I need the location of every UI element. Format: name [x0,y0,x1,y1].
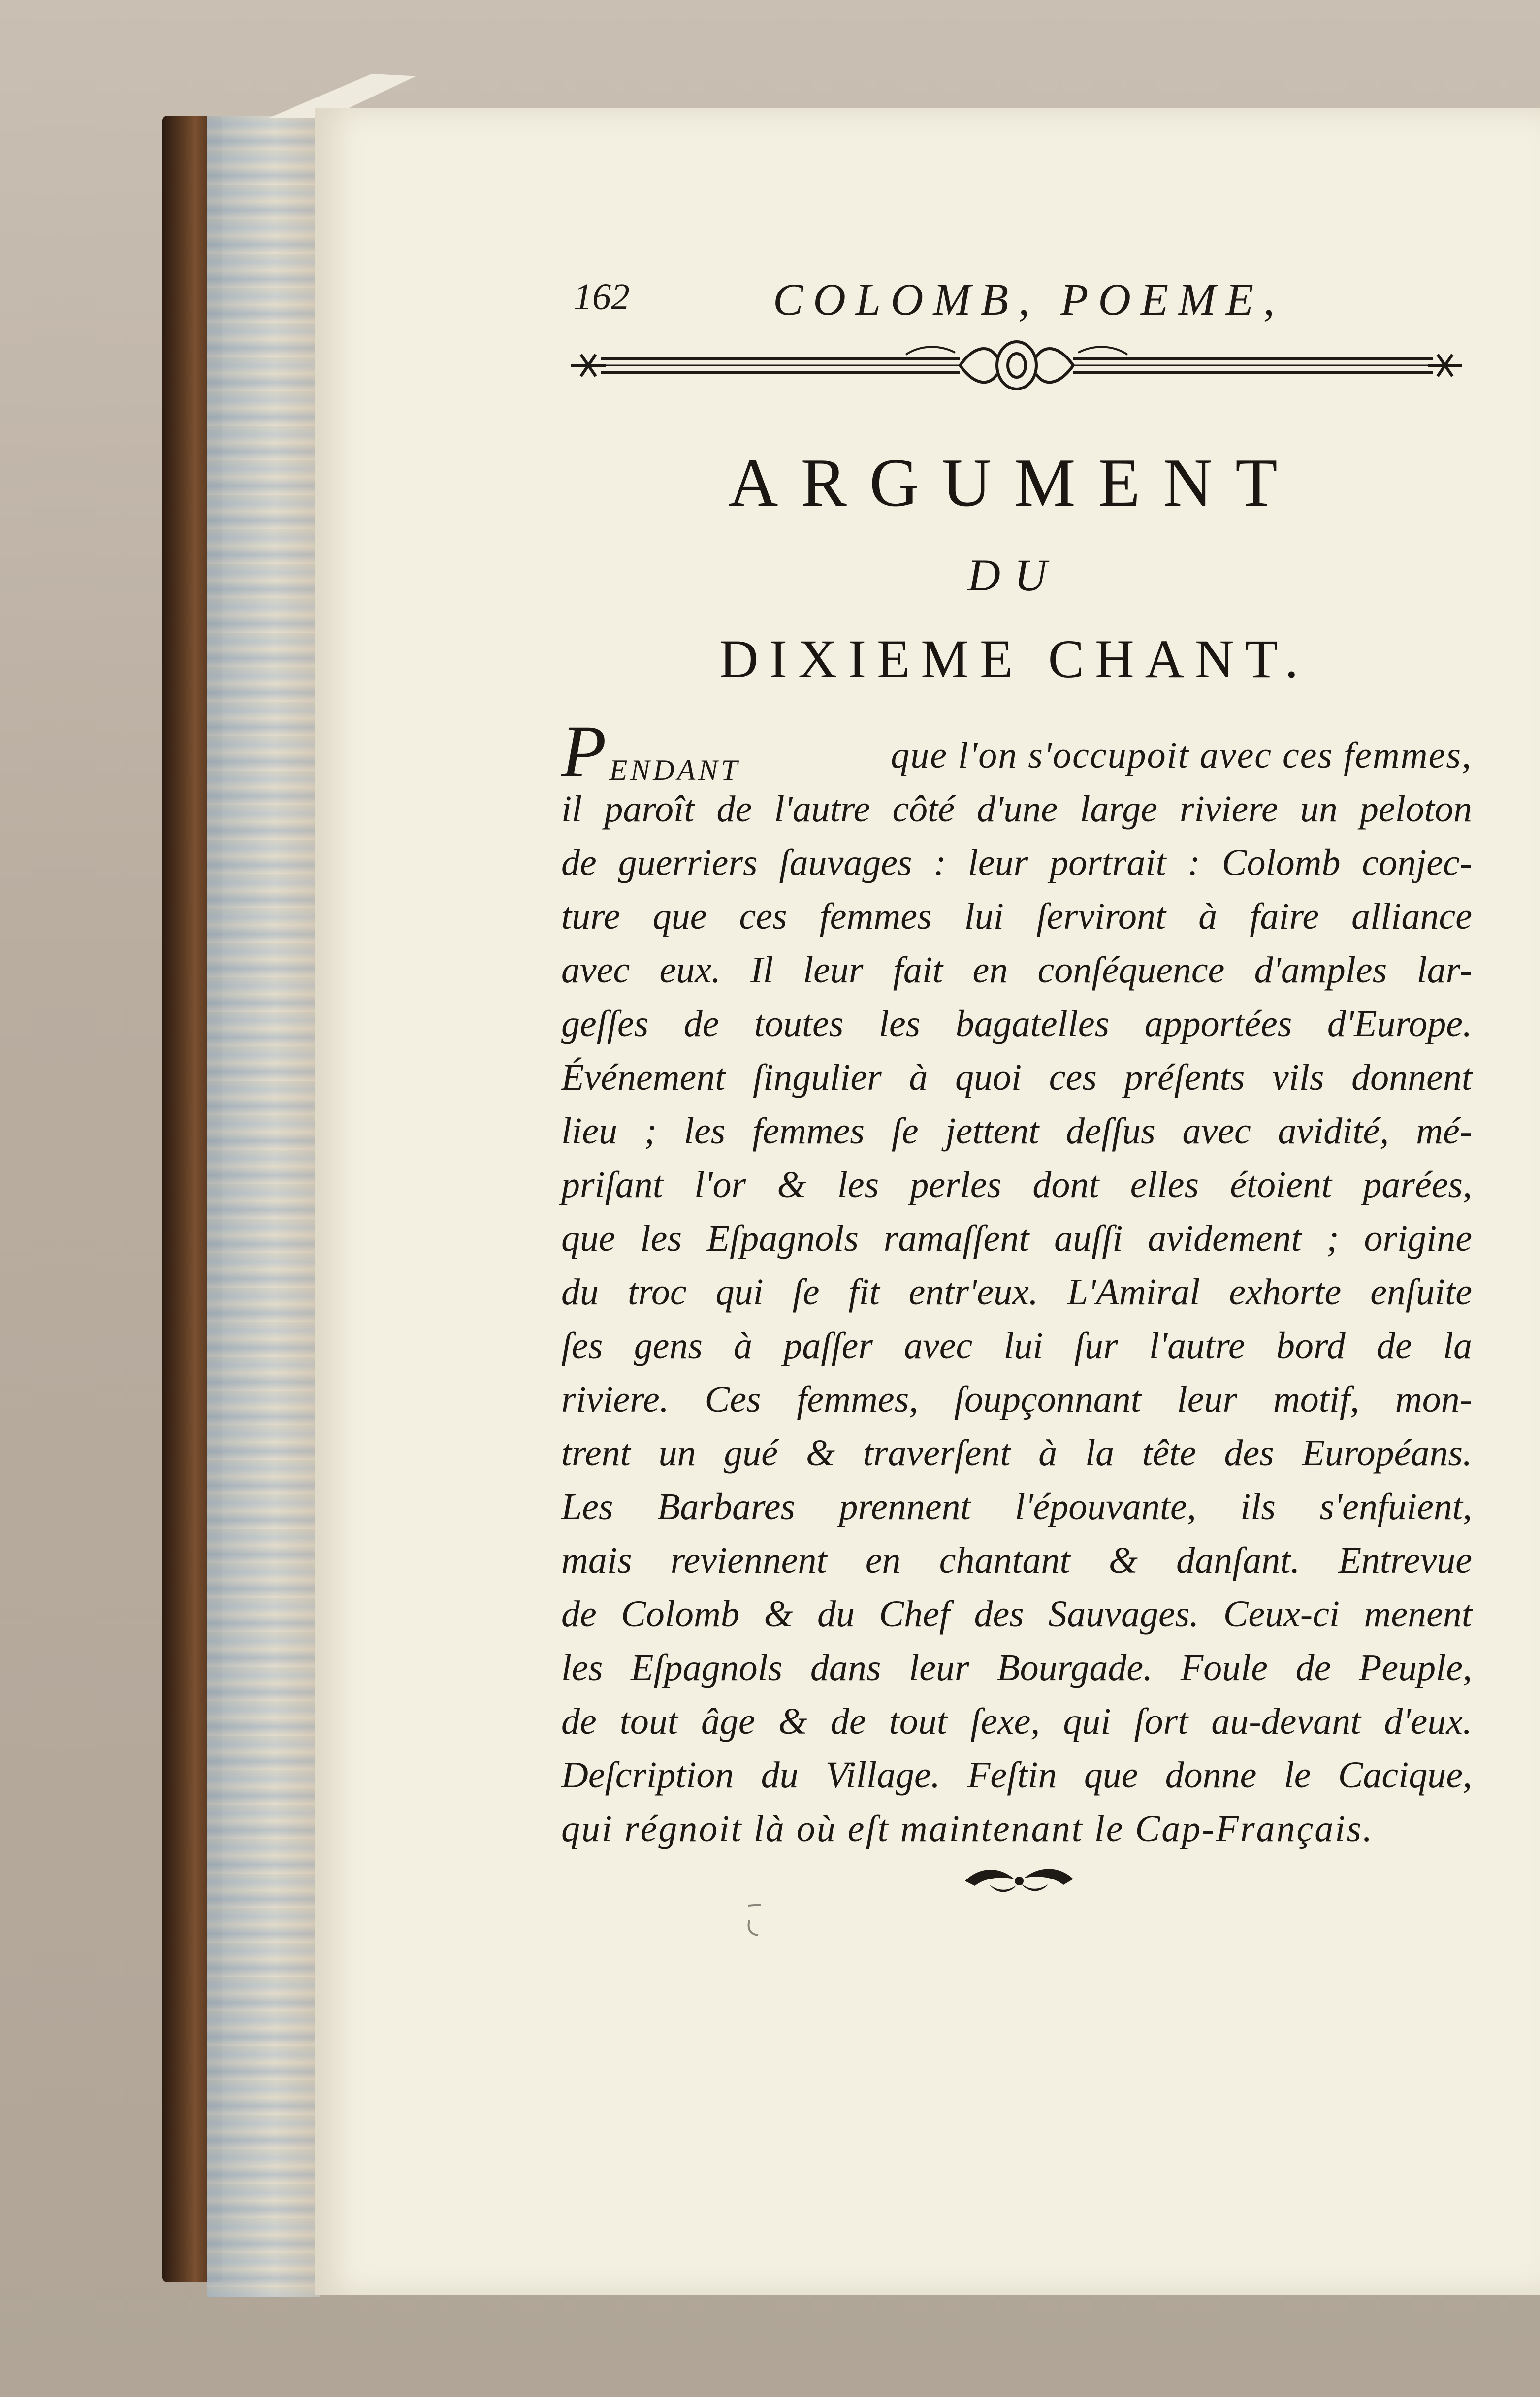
text-line [561,1104,1472,1158]
line-text: lieu ; les femmes ſe jettent deſſus avec avidité, mé- [561,1110,1472,1152]
line-text: de Colomb & du Chef des Sauvages. Ceux-ci menent [561,1593,1472,1635]
line-text: geſſes de toutes les bagatelles apportées d'Europe. [561,1003,1472,1044]
text-line [561,943,1472,997]
line-text: que les Eſpagnols ramaſſent auſſi avidement ; origine [561,1218,1472,1259]
line-text: du troc qui ſe fit entr'eux. L'Amiral exhorte enſuite [561,1271,1472,1313]
line-text: riviere. Ces femmes, ſoupçonnant leur motif, mon- [561,1379,1472,1420]
section-title: ARGUMENT [728,445,1300,521]
chapter-title: DIXIEME CHANT. [719,629,1310,689]
paper-blemish-icon [743,1901,768,1940]
drop-cap: P [561,711,607,792]
line-text: de guerriers ſauvages : leur portrait : Colomb conjec- [561,842,1472,883]
line-text: trent un gué & traverſent à la tête des Européans. [561,1432,1472,1474]
line-text: Les Barbares prennent l'épouvante, ils s'enfuient, [561,1486,1472,1527]
tailpiece-ornament-icon [960,1861,1078,1896]
line-text: les Eſpagnols dans leur Bourgade. Foule de Peuple, [561,1647,1472,1688]
line-text: ſes gens à paſſer avec lui ſur l'autre bord de la [561,1325,1472,1366]
text-line [561,1319,1472,1373]
text-line [561,1534,1472,1587]
line-text: ture que ces femmes lui ſerviront à faire alliance [561,896,1472,937]
line-text: Événement ſingulier à quoi ces préſents vils donnent [561,1057,1472,1098]
section-subtitle: DU [967,550,1061,600]
line-text: de tout âge & de tout ſexe, qui ſort au-devant d'eux. [561,1701,1472,1742]
text-line-last [561,1802,1472,1856]
text-line [561,1749,1472,1802]
text-line [561,1426,1472,1480]
text-line [561,782,1472,836]
argument-paragraph [561,711,1472,1856]
line-text: priſant l'or & les perles dont elles étoient parées, [561,1164,1472,1205]
text-line [561,836,1472,890]
opening-words [561,711,740,792]
text-line [561,1641,1472,1695]
line-text: avec eux. Il leur fait en conſéquence d'amples lar- [561,949,1472,991]
text-line [561,1480,1472,1534]
text-line [561,1265,1472,1319]
line-text: Deſcription du Village. Feſtin que donne le Cacique, [561,1754,1472,1796]
text-line [561,1212,1472,1265]
text-line [561,1051,1472,1104]
line-text: il paroît de l'autre côté d'une large riviere un peloton [561,788,1472,830]
text-line [561,1158,1472,1212]
line-text: qui régnoit là où eſt maintenant le Cap-Français. [561,1808,1374,1849]
running-head: COLOMB, POEME, [773,274,1284,324]
headpiece-ornament-icon [566,335,1467,394]
page-number: 162 [574,276,630,318]
text-line [561,711,1472,792]
page-edge-shading [207,116,320,2297]
small-caps-word: ENDANT [609,754,740,786]
text-line [561,1695,1472,1749]
text-line [561,997,1472,1051]
line-text: mais reviennent en chantant & danſant. Entrevue [561,1540,1472,1581]
text-line [561,1587,1472,1641]
text-line [561,890,1472,943]
text-line [561,1373,1472,1426]
first-line-text: que l'on s'occupoit avec ces femmes, [891,735,1472,776]
